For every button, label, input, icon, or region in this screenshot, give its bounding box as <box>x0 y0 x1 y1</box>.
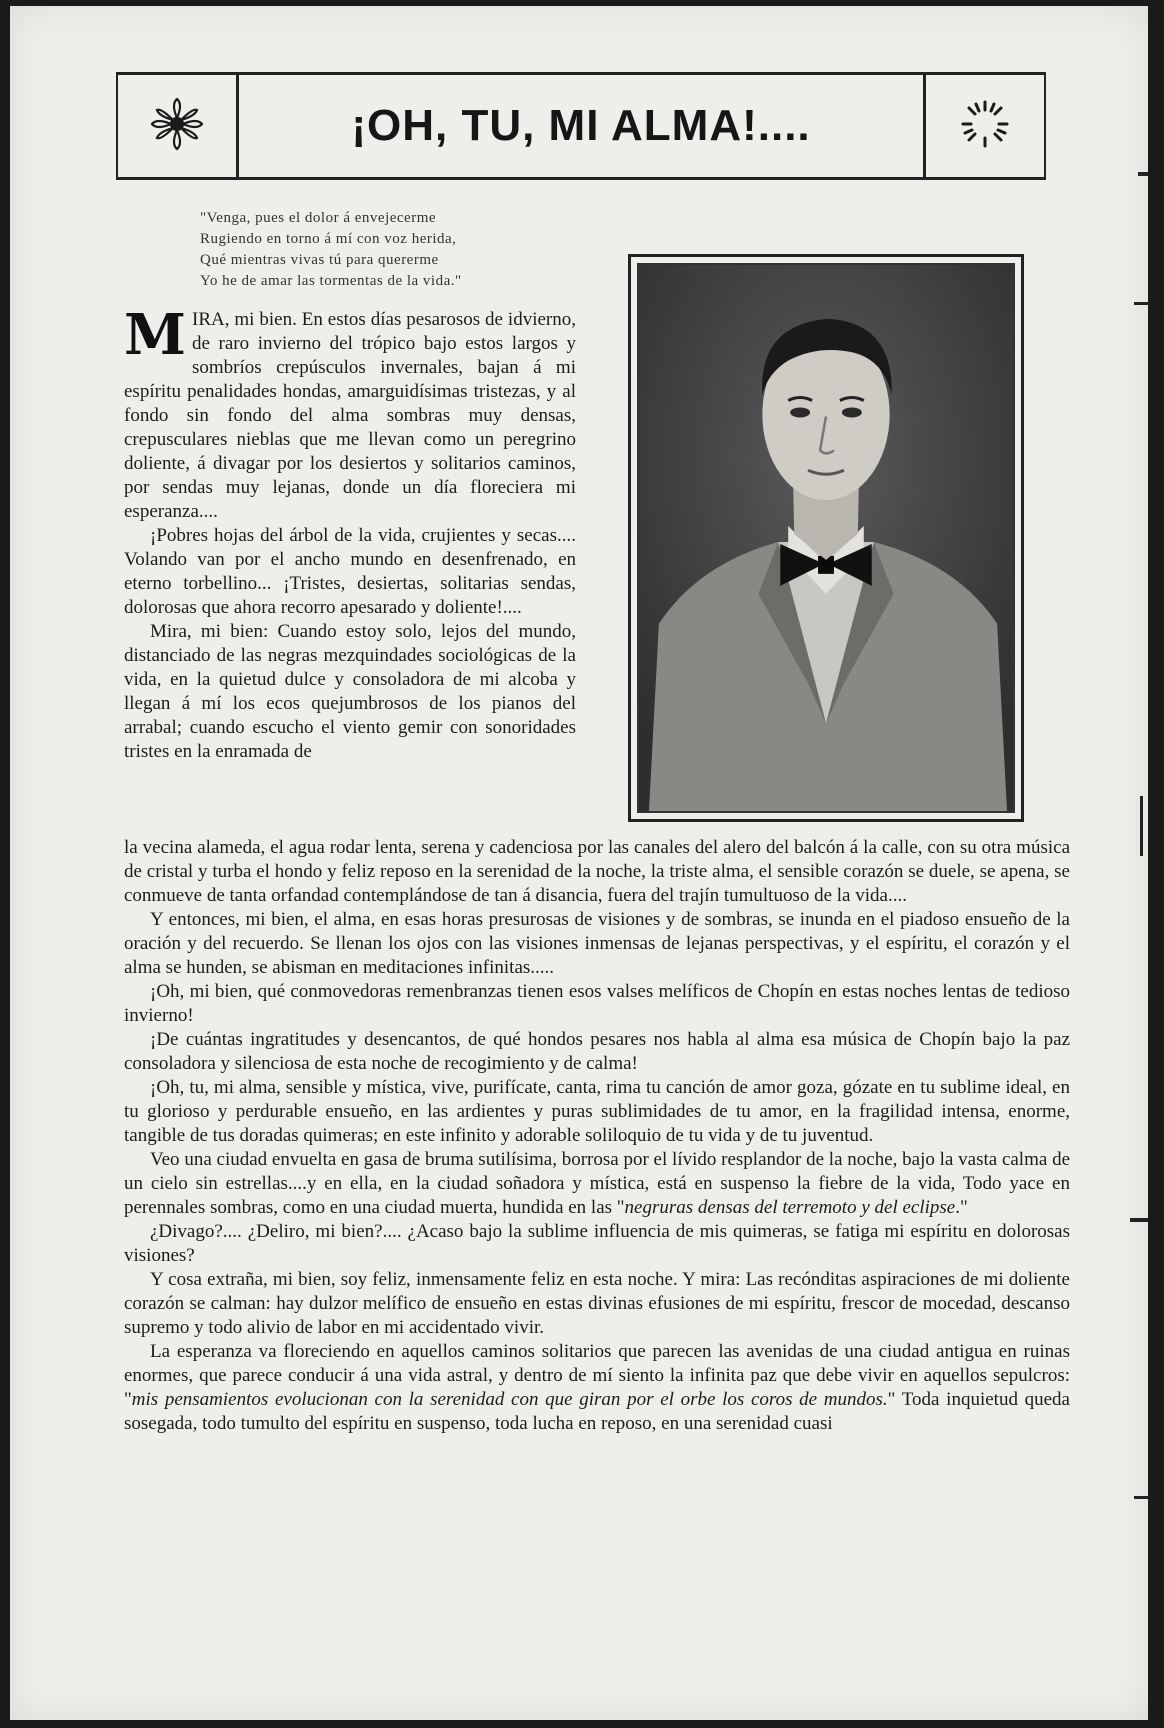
epigraph-line: Rugiendo en torno á mí con voz herida, <box>200 231 457 247</box>
paragraph: ¿Divago?.... ¿Deliro, mi bien?.... ¿Acaso bajo la sublime influencia de mis quimeras, se fatiga mi espíritu en dolorosas visiones? <box>124 1221 1070 1266</box>
binding-mark <box>1134 1496 1148 1499</box>
paragraph <box>124 1340 1070 1436</box>
paragraph: ¡De cuántas ingratitudes y desencantos, de qué hondos pesares nos habla al alma esa música de Chopín bajo la paz consoladora y silenciosa de esta noche de recogimiento y de calma! <box>124 1029 1070 1074</box>
article-column <box>124 302 576 764</box>
paragraph-text: La esperanza va floreciendo en aquellos caminos solitarios que parecen las avenidas de una ciudad antigua en ruinas enormes, que parece conducir á una vida astral, y dentro de mí siento la infinita paz que debe vivir en aquellos sepulcros: " <box>124 1341 1070 1410</box>
banner-right-cell <box>923 75 1044 177</box>
paragraph: ¡Oh, tu, mi alma, sensible y mística, vive, purifícate, canta, rima tu canción de amor goza, gózate en tu sublime ideal, en tu glorioso y perdurable ensueño, en las ardientes y puras sublimidades de tu amor, en la fragilidad intensa, enorme, tangible de tus doradas quimeras; en este infinito y adorable soliloquio de tu vida y de tu juventud. <box>124 1077 1070 1146</box>
paragraph: Y cosa extraña, mi bien, soy feliz, inmensamente feliz en esta noche. Y mira: Las recónditas aspiraciones de mi doliente corazón se calman: hay dulzor melífico de ensueño en estas divinas efusiones de mi espíritu, frescor de mocedad, descanso supremo y todo alivio de labor en mi accidentado vivir. <box>124 1269 1070 1338</box>
paragraph-text: IRA, mi bien. En estos días pesarosos de idvierno, de raro invierno del trópico bajo estos largos y sombríos crepúsculos invernales, bajan á mi espíritu penalidades hondas, amarguidísimas tristezas, y al fondo sin fondo del alma sombras muy densas, crepusculares nieblas que me llevan como un peregrino doliente, á divagar por los desiertos y solitarios caminos, por sendas muy lejanas, donde un día floreciera mi esperanza.... <box>124 309 576 522</box>
portrait-frame <box>628 254 1024 822</box>
epigraph-line: "Venga, pues el dolor á envejecerme <box>200 210 437 226</box>
epigraph-line: Qué mientras vivas tú para quererme <box>200 252 439 268</box>
epigraph <box>200 208 620 292</box>
paragraph: la vecina alameda, el agua rodar lenta, serena y cadenciosa por las canales del alero del balcón á la calle, con su otra música de cristal y turba el hondo y feliz reposo en la serenidad de la noche, la triste alma, el sensible corazón se duele, se apena, se conmueve de tanta orfandad contemplándose de tan á disancia, fuera del trajín tumultuoso de la vida.... <box>124 837 1070 906</box>
banner-left-cell <box>118 75 239 177</box>
drop-cap: M <box>124 302 186 368</box>
paragraph: Mira, mi bien: Cuando estoy solo, lejos del mundo, distanciado de las negras mezquindades sociológicas de la vida, en la quietud dulce y consoladora de mi alcoba y llegan á mí los ecos quejumbrosos de los pianos del arrabal; cuando escucho el viento gemir con sonoridades tristes en la enramada de <box>124 621 576 762</box>
binding-mark <box>1140 796 1143 856</box>
paragraph <box>124 302 576 524</box>
paragraph <box>124 1148 1070 1220</box>
paragraph-text: ." <box>955 1197 968 1218</box>
portrait-photo <box>637 263 1015 813</box>
paragraph-text: " Toda inquietud queda sosegada, todo tumulto del espíritu en suspenso, toda lucha en reposo, en una serenidad cuasi <box>124 1389 1070 1434</box>
paragraph: Y entonces, mi bien, el alma, en esas horas presurosas de visiones y de sombras, se inunda en el piadoso ensueño de la oración y del recuerdo. Se llenan los ojos con las visiones inmensas de lejanas perspectivas, y el espíritu, el corazón y el alma se hunden, se abisman en meditaciones infinitas..... <box>124 909 1070 978</box>
binding-mark <box>1134 302 1148 305</box>
page-title: ¡OH, TU, MI ALMA!.... <box>351 101 811 150</box>
binding-mark <box>1138 172 1148 176</box>
paragraph-text: Veo una ciudad envuelta en gasa de bruma sutilísima, borrosa por el lívido resplandor de la noche, bajo la vasta calma de un cielo sin estrellas....y en ella, en la ciudad soñadora y mística, está en suspenso la fiebre de la vida, Todo yace en perennales sombras, como en una ciudad muerta, hundida en las " <box>124 1149 1070 1218</box>
epigraph-line: Yo he de amar las tormentas de la vida." <box>200 273 462 289</box>
paragraph: ¡Oh, mi bien, qué conmovedoras remenbranzas tienen esos valses melíficos de Chopín en estas noches lentas de tedioso invierno! <box>124 981 1070 1026</box>
paragraph: ¡Pobres hojas del árbol de la vida, crujientes y secas.... Volando van por el ancho mundo en desenfrenado, en eterno torbellino... ¡Tristes, desiertas, solitarias sendas, dolorosas que ahora recorro apesarado y doliente!.... <box>124 525 576 618</box>
binding-mark <box>1130 1218 1148 1222</box>
sunburst-ornament-icon <box>957 96 1013 157</box>
document-page <box>10 6 1148 1720</box>
italic-quote: negruras densas del terremoto y del eclipse <box>624 1197 956 1218</box>
flower-ornament-icon <box>149 96 205 157</box>
title-banner <box>116 72 1046 180</box>
article-body <box>124 836 1070 1436</box>
italic-quote: mis pensamientos evolucionan con la serenidad con que giran por el orbe los coros de mundos. <box>131 1389 888 1410</box>
